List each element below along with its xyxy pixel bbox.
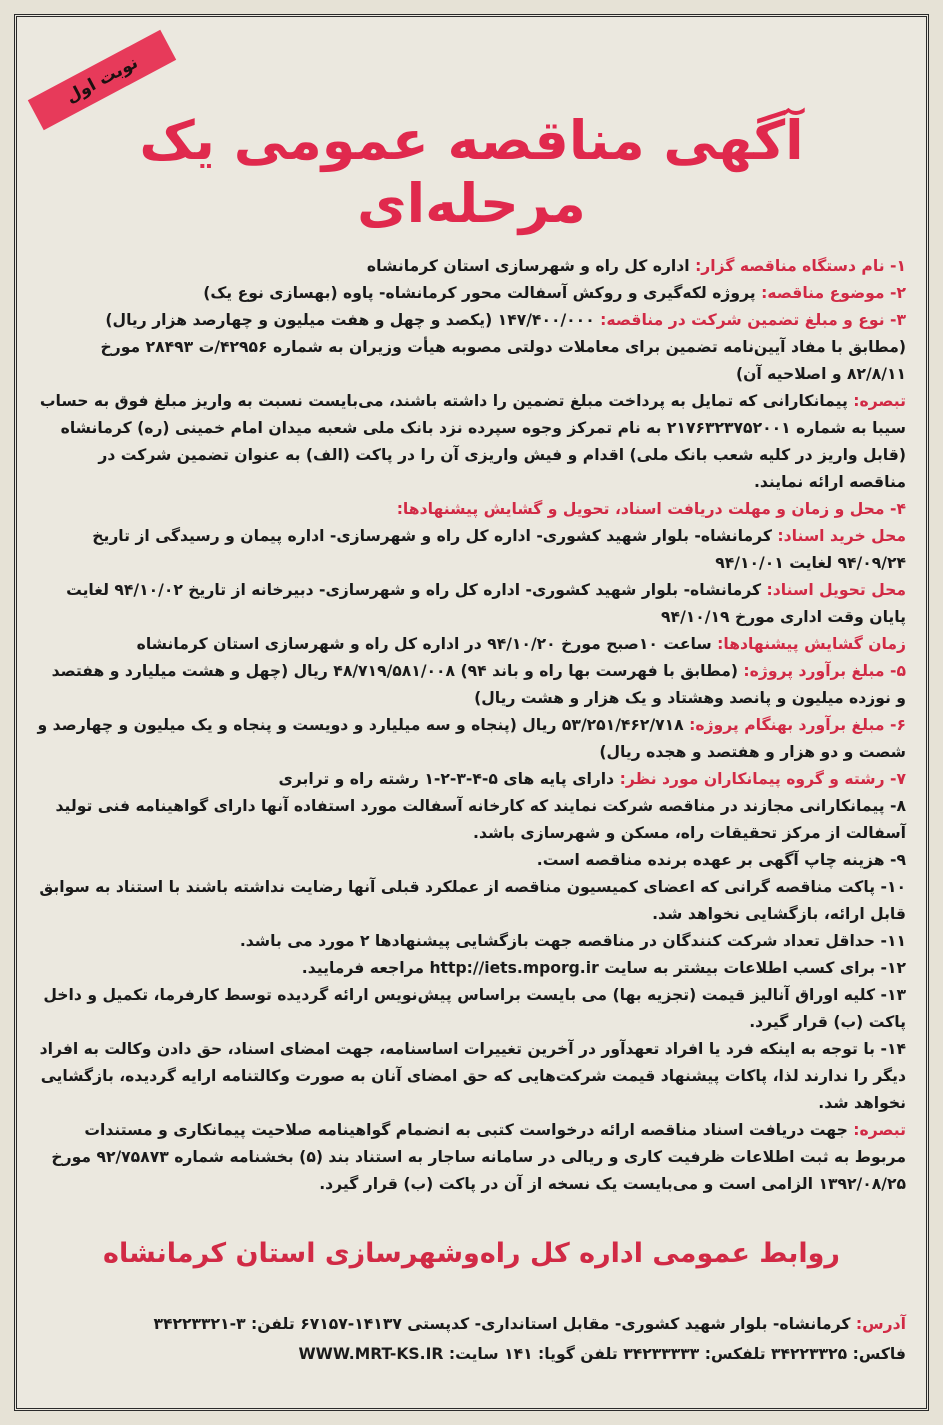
item-1 bbox=[37, 253, 906, 280]
item-label: ۴- محل و زمان و مهلت دریافت اسناد، تحویل و گشایش پیشنهادها: bbox=[396, 500, 906, 518]
item-13 bbox=[37, 982, 906, 1036]
item-text: (مطابق با مفاد آیین‌نامه تضمین برای معاملات دولتی مصوبه هیأت وزیران به شماره ۴۲۹۵۶/ت ۲۸۴۹۳ مورخ ۸۲/۸/۱۱ و اصلاحیه آن) bbox=[100, 338, 906, 383]
contact-block bbox=[37, 1309, 906, 1369]
item-text: ۹- هزینه چاپ آگهی بر عهده برنده مناقصه است. bbox=[536, 851, 906, 869]
item-text: ۱۰- پاکت مناقصه گرانی که اعضای کمیسیون مناقصه از عملکرد قبلی آنها رضایت نداشته باشند با استناد به سوابق قابل ارائه، بازگشایی نخواهد شد. bbox=[39, 878, 906, 923]
note-2 bbox=[37, 1117, 906, 1198]
item-text: ۱۲- برای کسب اطلاعات بیشتر به سایت http://iets.mporg.ir مراجعه فرمایید. bbox=[301, 959, 906, 977]
item-text: پروژه لکه‌گیری و روکش آسفالت محور کرمانشاه- پاوه (بهسازی نوع یک) bbox=[203, 284, 762, 302]
item-text: ۵۳/۲۵۱/۴۶۲/۷۱۸ ریال (پنجاه و سه میلیارد و دویست و پنجاه و یک میلیون و چهارصد و شصت و دو هزار و هفتصد و هجده ریال) bbox=[37, 716, 906, 761]
item-3 bbox=[37, 307, 906, 334]
item-text: پیمانکارانی که تمایل به پرداخت مبلغ تضمین را داشته باشند، می‌بایست نسبت به واریز مبلغ فوق به حساب سیبا به شماره ۲۱۷۶۳۲۳۷۵۲۰۰۱ به نام تمرکز وجوه سپرده نزد بانک ملی شعبه میدان امام خمینی (ره) کرمانشاه (قابل واریز در کلیه شعب بانک ملی) اقدام و فیش واریزی آن را در پاکت (الف) به عنوان تضمین شرکت در مناقصه ارائه نمایند. bbox=[39, 392, 906, 491]
item-text: کرمانشاه- بلوار شهید کشوری- اداره کل راه و شهرسازی- دبیرخانه از تاریخ ۹۴/۱۰/۰۲ لغایت پایان وقت اداری مورخ ۹۴/۱۰/۱۹ bbox=[66, 581, 906, 626]
item-text: ساعت ۱۰صبح مورخ ۹۴/۱۰/۲۰ در اداره کل راه و شهرسازی استان کرمانشاه bbox=[136, 635, 718, 653]
item-4-opening bbox=[37, 631, 906, 658]
item-label: زمان گشایش پیشنهادها: bbox=[717, 635, 906, 653]
item-text: ۱۴- با توجه به اینکه فرد یا افراد تعهدآور در آخرین تغییرات اساسنامه، جهت امضای اسناد، حق دادن وکالت به افراد دیگر را ندارند لذا، پاکات پیشنهاد قیمت شرکت‌هایی که حق امضای آنان به صورت وکالتنامه ارایه گردیده، بازگشایی نخواهد شد. bbox=[39, 1040, 906, 1112]
item-10 bbox=[37, 874, 906, 928]
notice-body bbox=[37, 253, 906, 1198]
item-5 bbox=[37, 658, 906, 712]
item-4-delivery bbox=[37, 577, 906, 631]
public-relations-title: روابط عمومی اداره کل راه‌وشهرسازی استان کرمانشاه bbox=[103, 1238, 840, 1269]
item-label: تبصره: bbox=[853, 1121, 906, 1139]
item-text: اداره کل راه و شهرسازی استان کرمانشاه bbox=[366, 257, 696, 275]
item-label: ۶- مبلغ برآورد بهنگام پروژه: bbox=[689, 716, 906, 734]
item-label: ۵- مبلغ برآورد پروژه: bbox=[743, 662, 906, 680]
item-text: (مطابق با فهرست بها راه و باند ۹۴) ۴۸/۷۱۹/۵۸۱/۰۰۸ ریال (چهل و هشت میلیارد و هفتصد و نوزده میلیون و پانصد وهشتاد و یک هزار و هشت ریال) bbox=[51, 662, 906, 707]
item-7 bbox=[37, 766, 906, 793]
note-1 bbox=[37, 388, 906, 496]
item-text: ۱۳- کلیه اوراق آنالیز قیمت (تجزیه بها) می بایست براساس پیش‌نویس ارائه گردیده توسط کارفرما، تکمیل و داخل پاکت (ب) قرار گیرد. bbox=[43, 986, 906, 1031]
item-label: تبصره: bbox=[853, 392, 906, 410]
item-label: محل تحویل اسناد: bbox=[766, 581, 906, 599]
item-2 bbox=[37, 280, 906, 307]
item-label: ۲- موضوع مناقصه: bbox=[761, 284, 906, 302]
item-12 bbox=[37, 955, 906, 982]
first-publication-badge: نوبت اول bbox=[28, 30, 176, 130]
item-label: محل خرید اسناد: bbox=[777, 527, 906, 545]
item-9 bbox=[37, 847, 906, 874]
item-14 bbox=[37, 1036, 906, 1117]
notice-title: آگهی مناقصه عمومی یک مرحله‌ای bbox=[139, 109, 804, 235]
notice-frame bbox=[14, 14, 929, 1411]
item-text: ۱۱- حداقل تعداد شرکت کنندگان در مناقصه جهت بازگشایی پیشنهادها ۲ مورد می باشد. bbox=[239, 932, 906, 950]
item-text: ۱۴۷/۴۰۰/۰۰۰ (یکصد و چهل و هفت میلیون و چهارصد هزار ریال) bbox=[105, 311, 601, 329]
item-label: ۷- رشته و گروه پیمانکاران مورد نظر: bbox=[619, 770, 906, 788]
item-text: دارای پایه های ۵-۴-۳-۲-۱ رشته راه و ترابری bbox=[278, 770, 620, 788]
item-6 bbox=[37, 712, 906, 766]
contact-line: فاکس: ۳۴۲۲۳۳۲۵ تلفکس: ۳۴۲۳۳۳۳۳ تلفن گویا: ۱۴۱ سایت: WWW.MRT-KS.IR bbox=[298, 1345, 906, 1363]
item-11 bbox=[37, 928, 906, 955]
item-text: ۸- پیمانکارانی مجازند در مناقصه شرکت نمایند که کارخانه آسفالت مورد استفاده آنها دارای گواهینامه فنی تولید آسفالت از مرکز تحقیقات راه، مسکن و شهرسازی باشد. bbox=[55, 797, 906, 842]
address-line bbox=[37, 1309, 906, 1339]
item-label: ۱- نام دستگاه مناقصه گزار: bbox=[695, 257, 906, 275]
item-label: ۳- نوع و مبلغ تضمین شرکت در مناقصه: bbox=[600, 311, 906, 329]
item-4-purchase bbox=[37, 523, 906, 577]
item-text: جهت دریافت اسناد مناقصه ارائه درخواست کتبی به انضمام گواهینامه صلاحیت پیمانکاری و مستندات مربوط به ثبت اطلاعات ظرفیت کاری و ریالی در سامانه ساجار به استناد بند (۵) بخشنامه شماره ۹۲/۷۵۸۷۳ مورخ ۱۳۹۲/۰۸/۲۵ الزامی است و می‌بایست یک نسخه از آن در پاکت (ب) قرار گیرد. bbox=[51, 1121, 906, 1193]
item-8 bbox=[37, 793, 906, 847]
item-text: کرمانشاه- بلوار شهید کشوری- اداره کل راه و شهرسازی- اداره پیمان و رسیدگی از تاریخ ۹۴/۰۹/۲۴ لغایت ۹۴/۱۰/۰۱ bbox=[92, 527, 906, 572]
item-4 bbox=[37, 496, 906, 523]
item-3-note bbox=[37, 334, 906, 388]
address-label: آدرس: bbox=[855, 1315, 906, 1333]
address-text: کرمانشاه- بلوار شهید کشوری- مقابل استانداری- کدپستی ۱۴۱۳۷-۶۷۱۵۷ تلفن: ۳-۳۴۲۲۳۳۲۱ bbox=[153, 1315, 856, 1333]
